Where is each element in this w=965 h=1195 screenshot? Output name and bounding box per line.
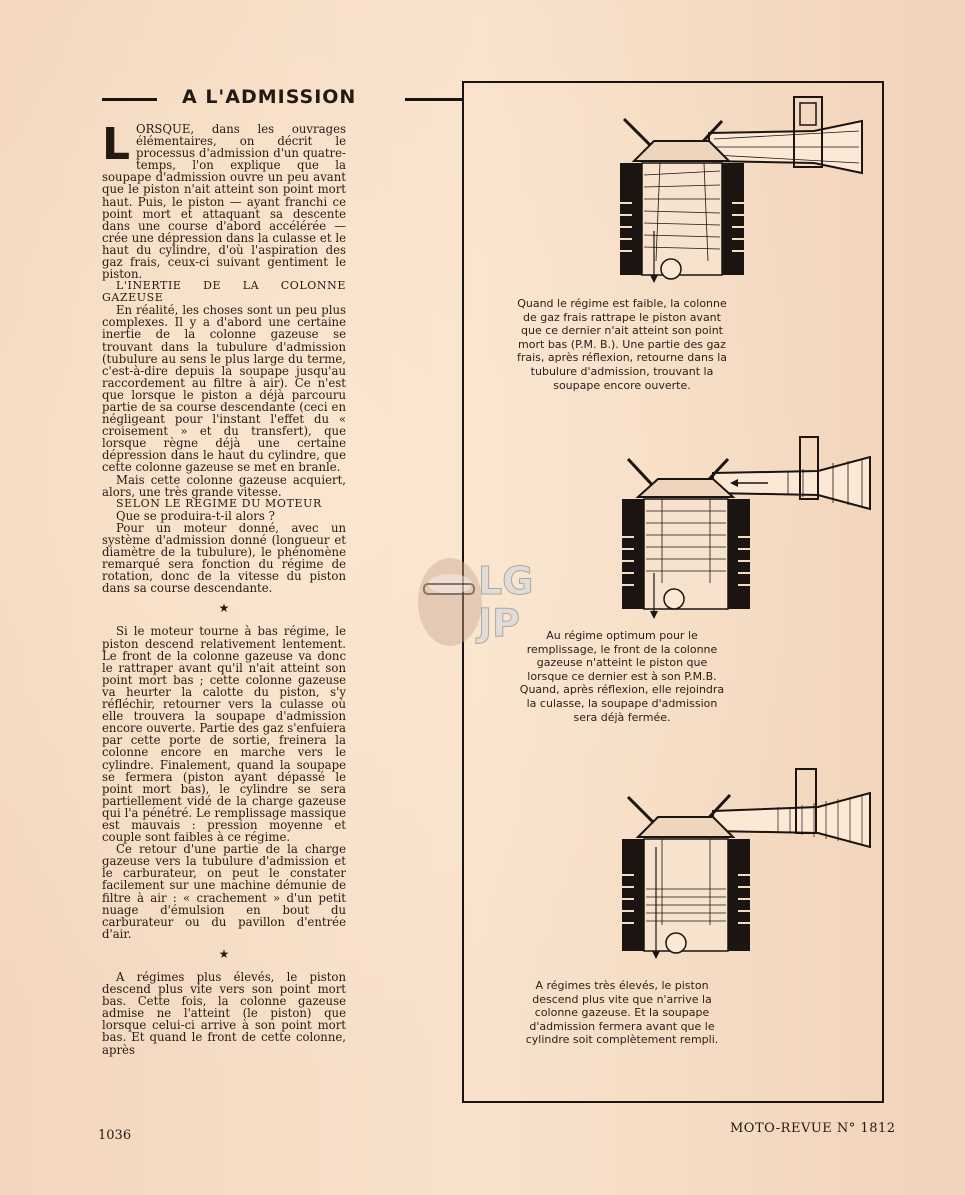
page-title: A L'ADMISSION — [182, 86, 357, 108]
page-number: 1036 — [98, 1128, 132, 1143]
caption-low-rpm: Quand le régime est faible, la colonne de gaz frais rattrape le piston avant que ce dernier n'ait atteint son point mort bas (P.M. B.). Une partie des gaz frais, après réflexion, retourne dans la tubulure d'admission, trouvant la soupape encore ouverte. — [516, 297, 728, 392]
intro-paragraph — [102, 119, 346, 282]
body-paragraph: Mais cette colonne gazeuse acquiert, alors, une très grande vitesse. — [102, 472, 346, 499]
drop-cap: L — [102, 119, 131, 170]
watermark-line2: JP — [478, 601, 520, 645]
body-paragraph: Ce retour d'une partie de la charge gazeuse vers la tubulure d'admission et le carburateur, on peut le constater facilement sur une machine démunie de filtre à air : « crachement » d'un petit nuage d'émulsion en bout du carburateur ou du pavillon d'entrée d'air. — [102, 842, 346, 941]
star-separator: ★ — [218, 601, 230, 616]
title-rule-left — [102, 98, 157, 101]
engine-diagram-high-rpm — [618, 767, 878, 967]
section-heading-inertie: L'INERTIE DE LA COLONNE GAZEUSE — [102, 279, 346, 305]
star-separator: ★ — [218, 946, 230, 961]
watermark-line1: LG — [478, 559, 534, 603]
body-paragraph: Que se produira-t-il alors ? — [116, 508, 275, 523]
body-paragraph: Si le moteur tourne à bas régime, le piston descend relativement lentement. Le front de la colonne gazeuse va donc le rattraper avant qu'il n'ait atteint son point mort bas ; cette colonne gazeuse va heurter la calotte du piston, s'y réfléchir, retourner vers la culasse où elle trouvera la soupape d'admission encore ouverte. Partie des gaz s'enfuiera par cette porte de sortie, freinera la colonne encore en marche vers le cylindre. Finalement, quand la soupape se fermera (piston ayant dépassé le point mort bas), le cylindre se sera partiellement vidé de la charge gazeuse qui l'a pénétré. Le remplissage massique est mauvais : pression moyenne et couple sont faibles à ce régime. — [102, 624, 346, 845]
magazine-footer: MOTO-REVUE N° 1812 — [730, 1121, 896, 1136]
lgjp-watermark-logo — [408, 548, 558, 653]
body-paragraph: Pour un moteur donné, avec un système d'admission donné (longueur et diamètre de la tubulure), le phénomène remarqué sera fonction du régime de rotation, donc de la vitesse du piston dans sa course descendante. — [102, 520, 346, 596]
engine-diagram-optimum-rpm — [618, 433, 878, 623]
title-rule-right — [405, 98, 462, 101]
engine-diagram-low-rpm — [614, 91, 874, 291]
section-heading-regime: SELON LE REGIME DU MOTEUR — [116, 496, 322, 510]
caption-high-rpm: A régimes très élevés, le piston descend plus vite que n'arrive la colonne gazeuse. Et la soupape d'admission fermera avant que le cylindre soit complètement rempli. — [525, 979, 719, 1047]
body-paragraph: A régimes plus élevés, le piston descend plus vite vers son point mort bas. Cette fois, la colonne gazeuse admise ne l'atteint (le piston) que lorsque celui-ci arrive à son point mort bas. Et quand le front de cette colonne, après — [102, 970, 346, 1057]
body-paragraph: En réalité, les choses sont un peu plus complexes. Il y a d'abord une certaine inertie de la colonne gazeuse se trouvant dans la tubulure d'admission (tubulure au sens le plus large du terme, c'est-à-dire depuis la soupape jusqu'au raccordement au filtre à air). Ce n'est que lorsque le piston a déjà parcouru partie de sa course descendante (ceci en négligeant pour l'instant l'effet du « croisement » et du transfert), que lorsque règne déjà une certaine dépression dans le haut du cylindre, que cette colonne gazeuse se met en branle. — [102, 303, 346, 475]
article-column — [102, 119, 346, 1057]
caption-optimum-rpm: Au régime optimum pour le remplissage, le front de la colonne gazeuse n'atteint le piston que lorsque ce dernier est à son P.M.B. Quand, après réflexion, elle rejoindra la culasse, la soupape d'admission sera déjà fermée. — [519, 629, 725, 724]
intro-text: ORSQUE, dans les ouvrages élémentaires, on décrit le processus d'admission d'un quatre-temps, l'on explique que la soupape d'admission ouvre un peu avant que le piston n'ait atteint son point mort haut. Puis, le piston — ayant franchi ce point mort et attaquant sa descente dans une course d'abord accélérée — crée une dépression dans la culasse et le haut du cylindre, d'où l'aspiration des gaz frais, ceux-ci suivant gentiment le piston. — [102, 122, 346, 282]
